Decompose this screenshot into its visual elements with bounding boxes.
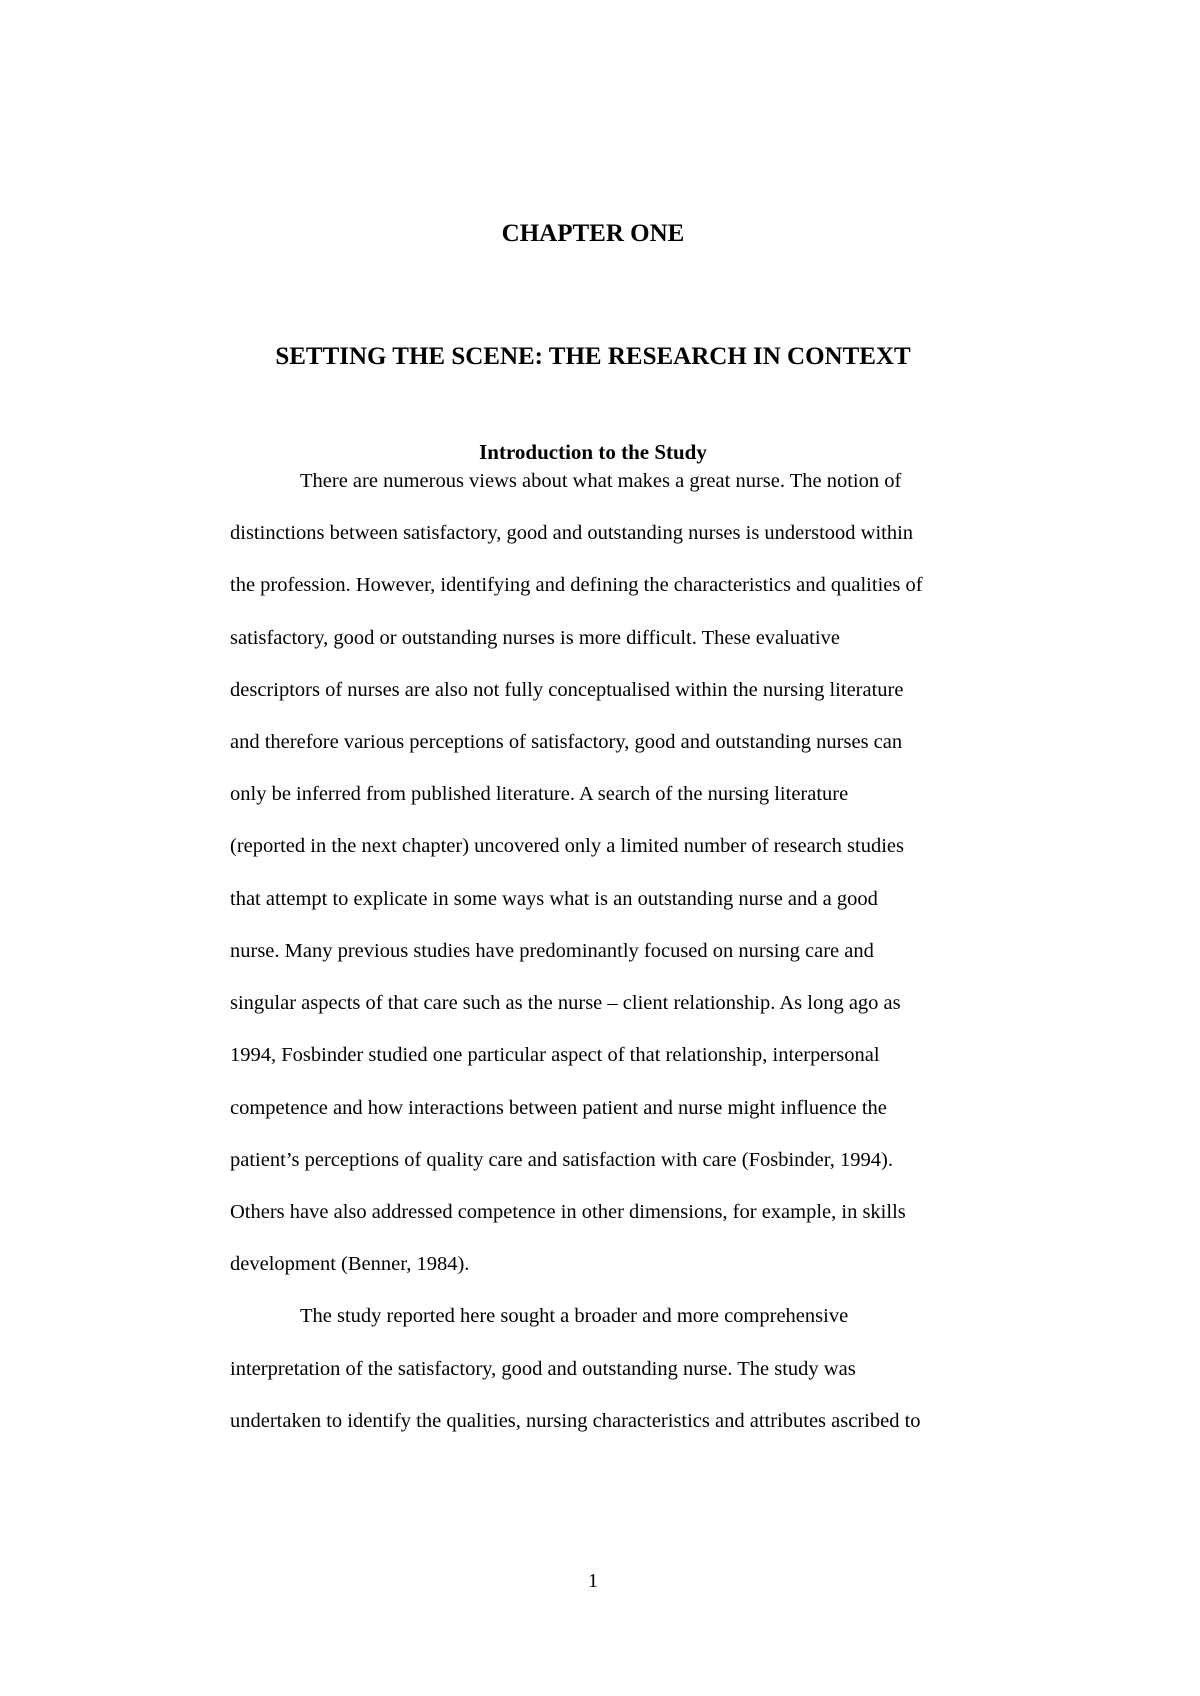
page-number: 1 — [587, 1570, 599, 1592]
body-line: distinctions between satisfactory, good and outstanding nurses is understood within — [230, 522, 914, 544]
body-line: There are numerous views about what makes a great nurse. The notion of — [300, 470, 902, 492]
body-line: the profession. However, identifying and defining the characteristics and qualities of — [230, 574, 923, 596]
body-line: undertaken to identify the qualities, nursing characteristics and attributes ascribed to — [230, 1410, 921, 1432]
body-line: The study reported here sought a broader and more comprehensive — [300, 1305, 849, 1327]
body-line: Others have also addressed competence in other dimensions, for example, in skills — [230, 1201, 906, 1223]
body-line: patient’s perceptions of quality care and satisfaction with care (Fosbinder, 1994). — [230, 1149, 893, 1171]
chapter-label: CHAPTER ONE — [501, 220, 685, 247]
body-line: singular aspects of that care such as the nurse – client relationship. As long ago as — [230, 992, 901, 1014]
body-line: development (Benner, 1984). — [230, 1253, 470, 1275]
chapter-title: SETTING THE SCENE: THE RESEARCH IN CONTEXT — [275, 343, 911, 370]
body-line: that attempt to explicate in some ways what is an outstanding nurse and a good — [230, 888, 878, 910]
section-heading: Introduction to the Study — [479, 440, 707, 464]
body-line: 1994, Fosbinder studied one particular aspect of that relationship, interpersonal — [230, 1044, 880, 1066]
body-line: nurse. Many previous studies have predominantly focused on nursing care and — [230, 940, 874, 962]
body-line: interpretation of the satisfactory, good and outstanding nurse. The study was — [230, 1358, 856, 1380]
body-line: satisfactory, good or outstanding nurses is more difficult. These evaluative — [230, 627, 840, 649]
body-line: and therefore various perceptions of satisfactory, good and outstanding nurses can — [230, 731, 903, 753]
body-line: only be inferred from published literature. A search of the nursing literature — [230, 783, 849, 805]
body-line: (reported in the next chapter) uncovered only a limited number of research studies — [230, 835, 904, 857]
body-line: descriptors of nurses are also not fully conceptualised within the nursing literature — [230, 679, 904, 701]
body-line: competence and how interactions between patient and nurse might influence the — [230, 1097, 887, 1119]
